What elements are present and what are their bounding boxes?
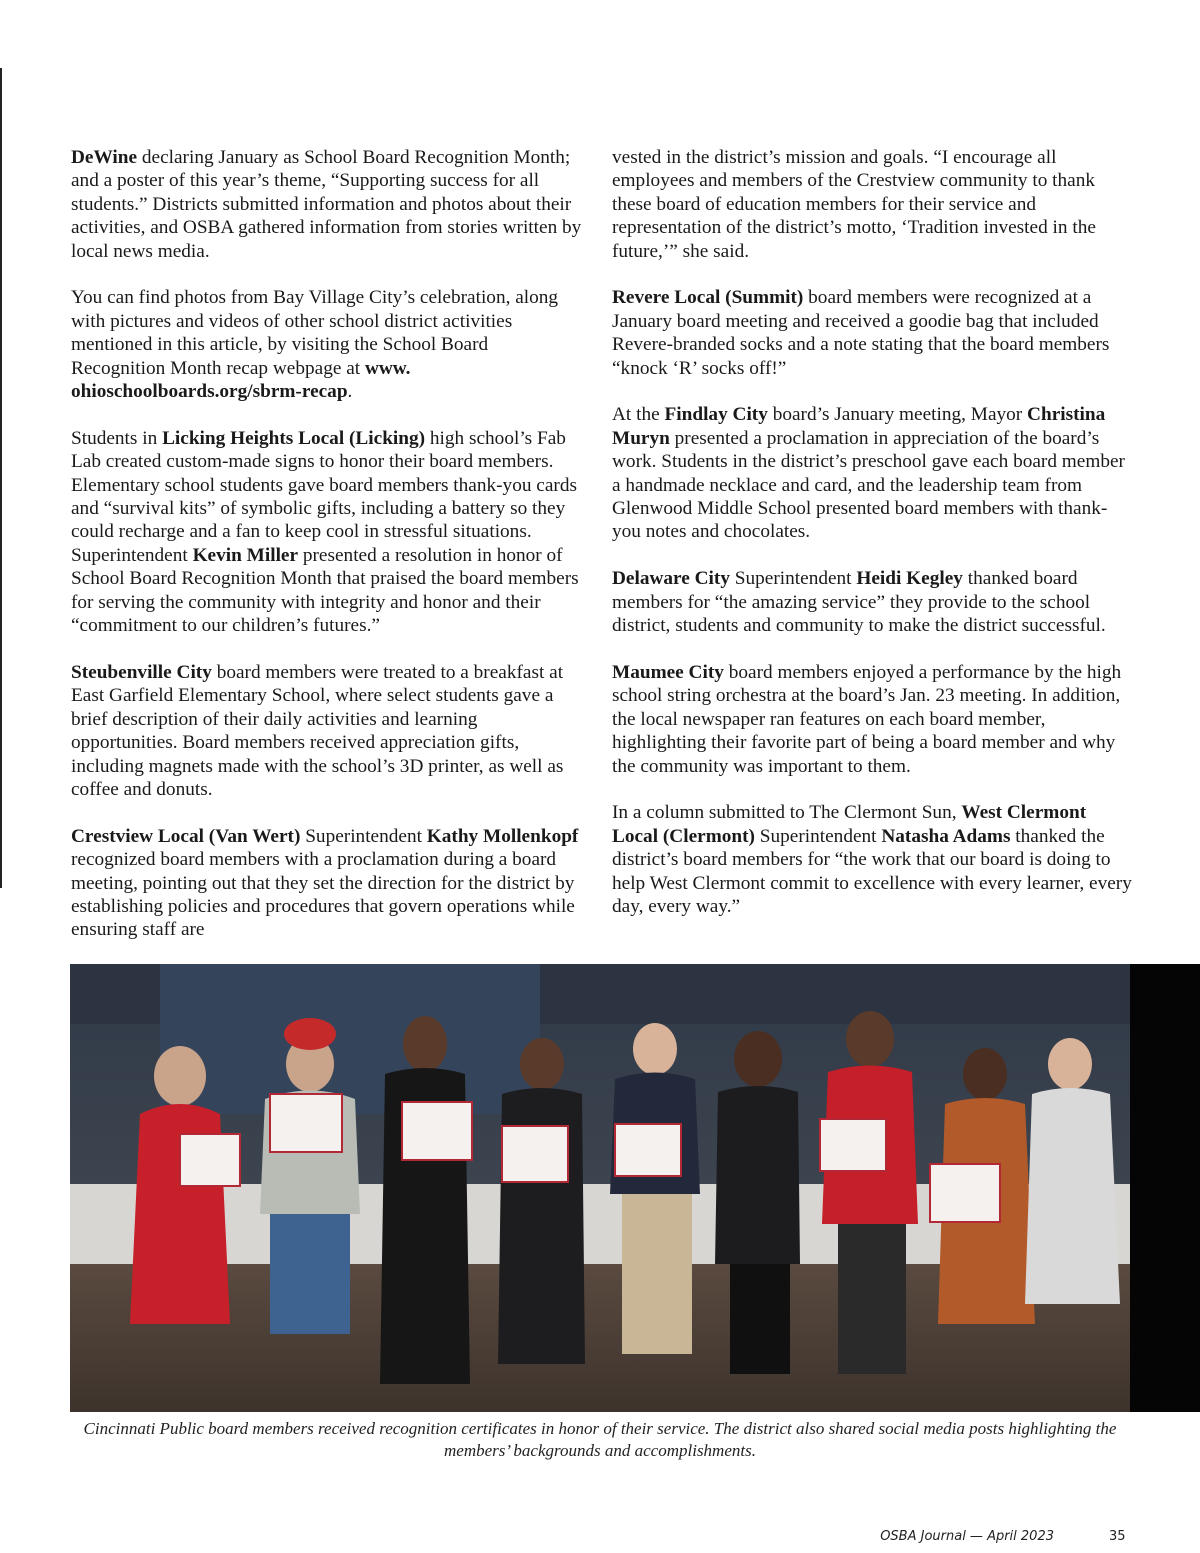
text-run: board members were recognized at a January board meeting and received a goodie bag that included Revere-branded socks and a note stating that the board members “knock ‘R’ socks off!” bbox=[612, 287, 1110, 379]
text-run: Students in bbox=[71, 427, 163, 449]
bold-name: Revere Local (Summit) bbox=[612, 287, 804, 309]
article-paragraph bbox=[612, 661, 1134, 778]
bold-name: Kathy Mollenkopf bbox=[426, 825, 579, 847]
bold-name: Steubenville City bbox=[71, 661, 212, 683]
text-run: board members were treated to a breakfast at East Garfield Elementary School, where select students gave a brief description of their daily activities and learning opportunities. Board members received appreciation gifts, including magnets made with the school’s 3D printer, as well as coffee and donuts. bbox=[71, 661, 564, 800]
article-paragraph bbox=[71, 146, 586, 263]
text-run: board’s January meeting, Mayor bbox=[767, 404, 1028, 426]
text-run: You can find photos from Bay Village City’s celebration, along with pictures and videos of other school district activities mentioned in this article, by visiting the School Board Recognition Month recap webpage at bbox=[71, 287, 559, 379]
photo-caption: Cincinnati Public board members received recognition certificates in honor of their service. The district also shared social media posts highlighting the members’ backgrounds and accomplishments. bbox=[83, 1419, 1117, 1460]
group-photo bbox=[70, 964, 1130, 1412]
text-run: thanked board members for “the amazing service” they provide to the school district, students and community to make the district successful. bbox=[612, 568, 1106, 637]
footer-journal: OSBA Journal — April 2023 bbox=[880, 1529, 1054, 1544]
bold-name: Kevin Miller bbox=[192, 544, 299, 566]
bold-name: Findlay City bbox=[664, 404, 768, 426]
text-run: Superintendent bbox=[729, 568, 857, 590]
bold-name: Licking Heights Local (Licking) bbox=[162, 427, 426, 449]
article-paragraph bbox=[71, 286, 586, 403]
board-members-photo bbox=[70, 964, 1130, 1412]
bold-name: DeWine bbox=[71, 147, 138, 168]
text-run: recognized board members with a proclamation during a board meeting, pointing out that they set the direction for the district by establishing policies and procedures that govern operations while ensuring staff are bbox=[71, 849, 575, 941]
right-text-column bbox=[612, 146, 1134, 918]
page-number: 35 bbox=[1109, 1529, 1126, 1544]
text-run: declaring January as School Board Recognition Month; and a poster of this year’s theme, “Supporting success for all students.” Districts submitted information and photos about their activities, and OSBA gathered information from stories written by local news media. bbox=[71, 147, 582, 262]
article-paragraph bbox=[612, 286, 1134, 380]
article-paragraph bbox=[612, 801, 1134, 918]
article-paragraph bbox=[612, 567, 1134, 637]
text-run: thanked the district’s board members for “the work that our board is doing to help West Clermont commit to excellence with every learner, every day, every way.” bbox=[612, 825, 1132, 917]
article-paragraph bbox=[612, 403, 1134, 543]
bold-name: Maumee City bbox=[612, 661, 724, 683]
bold-name: www. ohioschoolboards.org/sbrm-recap bbox=[71, 357, 411, 403]
left-text-column bbox=[71, 146, 586, 942]
bold-name: Heidi Kegley bbox=[856, 568, 963, 590]
article-paragraph bbox=[71, 427, 586, 638]
text-run: board members enjoyed a performance by the high school string orchestra at the board’s Jan. 23 meeting. In addition, the local newspaper ran features on each board member, highlighting their favorite part of being a board member and why the community was important to them. bbox=[612, 661, 1122, 777]
text-run: presented a proclamation in appreciation of the board’s work. Students in the district’s preschool gave each board member a handmade necklace and card, and the leadership team from Glenwood Middle School presented board members with thank-you notes and chocolates. bbox=[612, 427, 1125, 543]
bold-name: Crestview Local (Van Wert) bbox=[71, 825, 301, 847]
text-run: At the bbox=[612, 404, 665, 426]
article-paragraph bbox=[612, 146, 1134, 263]
text-run: high school’s Fab Lab created custom-made signs to honor their board members. Elementary school students gave board members thank-you cards and “survival kits” of symbolic gifts, including a battery so they could recharge and a fan to keep cool in stressful situations. Superintendent bbox=[71, 427, 577, 566]
bold-name: Natasha Adams bbox=[881, 825, 1011, 847]
page-edge-line bbox=[0, 68, 2, 888]
text-run: Superintendent bbox=[300, 825, 427, 847]
bold-name: Christina Muryn bbox=[612, 404, 1106, 449]
article-paragraph bbox=[71, 661, 586, 801]
text-run: In a column submitted to The Clermont Sun, bbox=[612, 802, 962, 824]
page-edge-bar bbox=[1130, 964, 1200, 1412]
text-run: vested in the district’s mission and goals. “I encourage all employees and members of the Crestview community to thank these board of education members for their service and representation of the district’s motto, ‘Tradition invested in the future,’” she said. bbox=[612, 147, 1096, 262]
text-run: presented a resolution in honor of School Board Recognition Month that praised the board members for serving the community with integrity and honor and their “commitment to our children’s futures.” bbox=[71, 544, 579, 637]
bold-name: Delaware City bbox=[612, 568, 730, 590]
text-run: . bbox=[347, 381, 353, 403]
article-paragraph bbox=[71, 825, 586, 942]
text-run: Superintendent bbox=[754, 825, 882, 847]
bold-name: West Clermont Local (Clermont) bbox=[612, 802, 1087, 847]
